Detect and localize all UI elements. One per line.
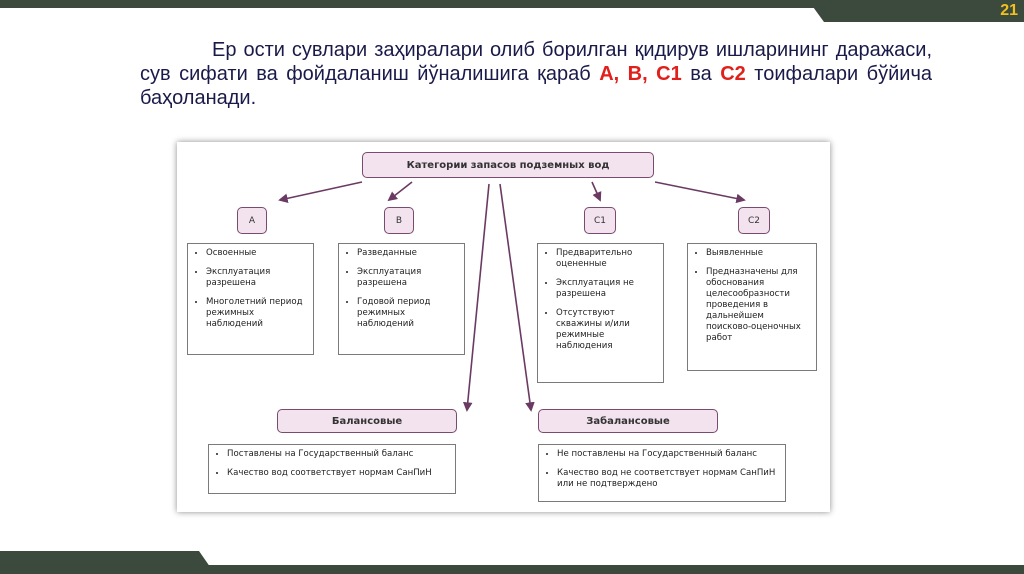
heading-cat-b: B <box>627 63 643 85</box>
diagram <box>177 142 830 512</box>
list-item: • Не поставлены на Государственный баланс <box>557 449 779 460</box>
category-c2-box <box>687 243 817 371</box>
heading-cat-c2: C2 <box>720 63 746 85</box>
category-b-box <box>338 243 465 355</box>
heading-text-1: Ер ости сувлари заҳиралари олиб борилган қидирув ишларининг даражаси, сув сифати ва фойдаланиш йўналишига қараб <box>140 39 932 85</box>
bottom-bar <box>0 565 1024 574</box>
category-c1-box <box>537 243 664 383</box>
balance-box <box>208 444 456 494</box>
arrow-to-a <box>280 182 362 200</box>
heading-sep-2: , <box>642 63 657 85</box>
heading-cat-c1: C1 <box>656 63 682 85</box>
arrow-to-c2 <box>655 182 744 200</box>
heading-sep-3: ва <box>681 63 721 85</box>
list-item: • Многолетний период режимных наблюдений <box>206 297 307 330</box>
arrow-to-offbalance <box>500 184 531 410</box>
category-a-box <box>187 243 314 355</box>
list-item: • Годовой период режимных наблюдений <box>357 297 458 330</box>
top-tab <box>808 0 1024 22</box>
root-category-box: Категории запасов подземных вод <box>362 152 654 178</box>
balance-label: Балансовые <box>277 409 457 433</box>
heading-text-2: тоифалари бўйича баҳоланади. <box>140 63 932 109</box>
offbalance-label: Забалансовые <box>538 409 718 433</box>
list-item: • Разведанные <box>357 248 458 259</box>
page-number: 21 <box>1000 2 1018 19</box>
list-item: • Качество вод соответствует нормам СанПиН <box>227 468 449 479</box>
list-item: • Предварительно оцененные <box>556 248 657 270</box>
offbalance-box <box>538 444 786 502</box>
arrow-to-b <box>389 182 412 200</box>
list-item: • Качество вод не соответствует нормам СанПиН или не подтверждено <box>557 468 779 490</box>
arrow-to-balance <box>467 184 489 410</box>
category-c1-label: С1 <box>584 207 616 234</box>
list-item: • Отсутствуют скважины и/или режимные наблюдения <box>556 308 657 352</box>
slide-heading <box>140 38 932 110</box>
list-item: • Предназначены для обоснования целесообразности проведения в дальнейшем поисково-оценочных работ <box>706 267 810 344</box>
category-c2-label: С2 <box>738 207 770 234</box>
category-b-label: В <box>384 207 414 234</box>
list-item: • Эксплуатация не разрешена <box>556 278 657 300</box>
list-item: • Эксплуатация разрешена <box>357 267 458 289</box>
list-item: • Выявленные <box>706 248 810 259</box>
heading-sep-1: , <box>613 63 628 85</box>
category-a-label: А <box>237 207 267 234</box>
list-item: • Поставлены на Государственный баланс <box>227 449 449 460</box>
list-item: • Освоенные <box>206 248 307 259</box>
arrow-to-c1 <box>592 182 600 200</box>
list-item: • Эксплуатация разрешена <box>206 267 307 289</box>
heading-cat-a: A <box>599 63 614 85</box>
